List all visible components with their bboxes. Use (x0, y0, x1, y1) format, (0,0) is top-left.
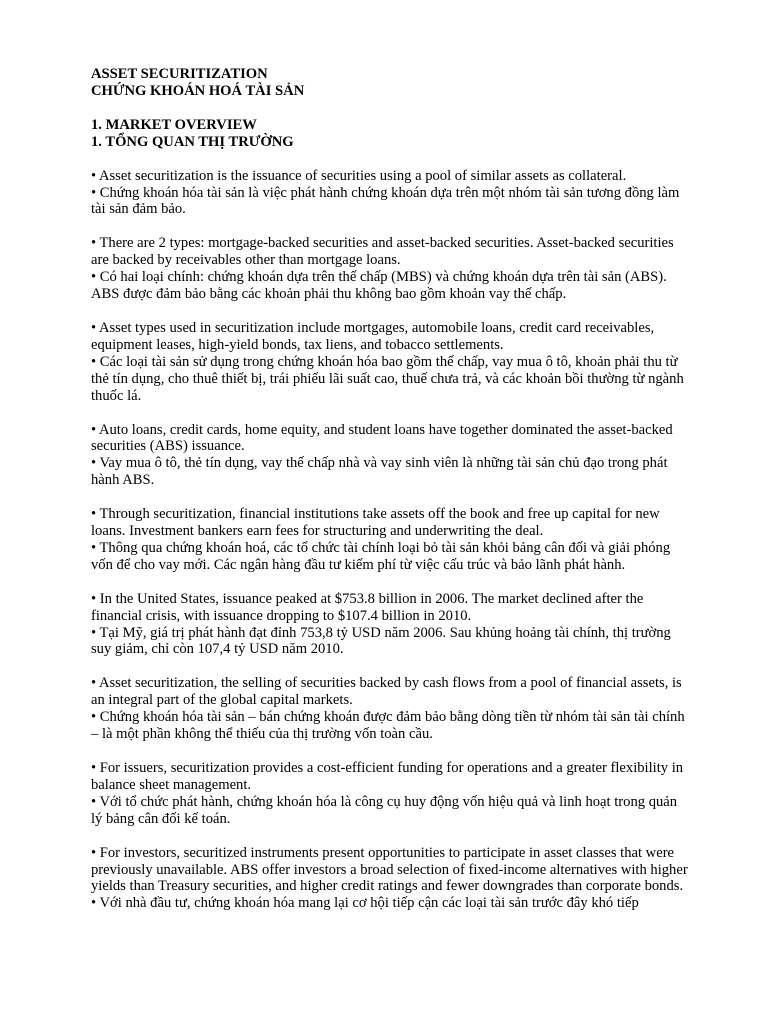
bullet-paragraph (91, 675, 691, 743)
title-block (91, 66, 691, 100)
document-page (91, 66, 691, 912)
bullet-paragraph (91, 422, 691, 490)
bullet-paragraph (91, 506, 691, 574)
section-heading-vi: 1. TỔNG QUAN THỊ TRƯỜNG (91, 133, 294, 150)
section-heading-block (91, 117, 691, 151)
document-title-en: ASSET SECURITIZATION (91, 66, 268, 82)
bullet-text-en: • Asset securitization is the issuance of securities using a pool of similar assets as collateral. (91, 167, 627, 184)
bullet-text-vi: • Có hai loại chính: chứng khoán dựa trên thế chấp (MBS) và chứng khoán dựa trên tài sản (ABS). ABS được đảm bảo bằng các khoản phải thu không bao gồm khoản vay thế chấp. (91, 269, 667, 303)
bullet-text-vi: • Chứng khoán hóa tài sản là việc phát hành chứng khoán dựa trên một nhóm tài sản tương đồng làm tài sản đảm bảo. (91, 184, 680, 218)
bullet-text-en: • Through securitization, financial institutions take assets off the book and free up capital for new loans. Investment bankers earn fees for structuring and underwriting the deal. (91, 506, 660, 540)
bullet-paragraph (91, 760, 691, 828)
bullet-text-en: • There are 2 types: mortgage-backed securities and asset-backed securities. Asset-backed securities are backed by receivables other than mortgage loans. (91, 235, 674, 269)
bullet-paragraph (91, 320, 691, 405)
bullet-text-vi: • Với nhà đầu tư, chứng khoán hóa mang lại cơ hội tiếp cận các loại tài sản trước đây khó tiếp (91, 895, 639, 912)
bullet-text-en: • For issuers, securitization provides a cost-efficient funding for operations and a greater flexibility in balance sheet management. (91, 760, 684, 793)
bullet-paragraph (91, 168, 691, 219)
bullet-text-vi: • Các loại tài sản sử dụng trong chứng khoán hóa bao gồm thế chấp, vay mua ô tô, khoản phải thu từ thẻ tín dụng, cho thuê thiết bị, trái phiếu lãi suất cao, thuế chưa trả, và các khoản bồi thường từ ngành thuốc lá. (91, 353, 684, 404)
bullet-text-en: • Asset types used in securitization include mortgages, automobile loans, credit card receivables, equipment leases, high-yield bonds, tax liens, and tobacco settlements. (91, 319, 655, 353)
document-title-vi: CHỨNG KHOÁN HOÁ TÀI SẢN (91, 82, 305, 99)
bullet-paragraph (91, 591, 691, 659)
bullet-paragraph (91, 235, 691, 303)
bullet-paragraph (91, 845, 691, 913)
bullet-text-vi: • Với tổ chức phát hành, chứng khoán hóa là công cụ huy động vốn hiệu quả và linh hoạt trong quản lý bảng cân đối kế toán. (91, 793, 678, 827)
bullet-text-en: • For investors, securitized instruments present opportunities to participate in asset classes that were previously unavailable. ABS offer investors a broad selection of fixed-income alternatives with higher yields than Treasury securities, and higher credit ratings and fewer downgrades than corporate bonds. (91, 844, 688, 895)
section-heading-en: 1. MARKET OVERVIEW (91, 116, 257, 133)
bullet-text-en: • In the United States, issuance peaked at $753.8 billion in 2006. The market declined after the financial crisis, with issuance dropping to $107.4 billion in 2010. (91, 590, 644, 624)
bullet-text-en: • Asset securitization, the selling of securities backed by cash flows from a pool of financial assets, is an integral part of the global capital markets. (91, 675, 682, 709)
bullet-text-vi: • Vay mua ô tô, thẻ tín dụng, vay thế chấp nhà và vay sinh viên là những tài sản chủ đạo trong phát hành ABS. (91, 455, 668, 489)
bullet-text-vi: • Thông qua chứng khoán hoá, các tổ chức tài chính loại bỏ tài sản khỏi bảng cân đối và giải phóng vốn để cho vay mới. Các ngân hàng đầu tư kiếm phí từ việc cấu trúc và bảo lãnh phát hành. (91, 539, 671, 573)
bullet-text-vi: • Tại Mỹ, giá trị phát hành đạt đỉnh 753,8 tỷ USD năm 2006. Sau khủng hoảng tài chính, thị trường suy giảm, chỉ còn 107,4 tỷ USD năm 2010. (91, 624, 671, 658)
bullet-text-vi: • Chứng khoán hóa tài sản – bán chứng khoán được đảm bảo bằng dòng tiền từ nhóm tài sản tài chính – là một phần không thể thiếu của thị trường vốn toàn cầu. (91, 709, 685, 743)
bullet-text-en: • Auto loans, credit cards, home equity, and student loans have together dominated the asset-backed securities (ABS) issuance. (91, 421, 673, 455)
